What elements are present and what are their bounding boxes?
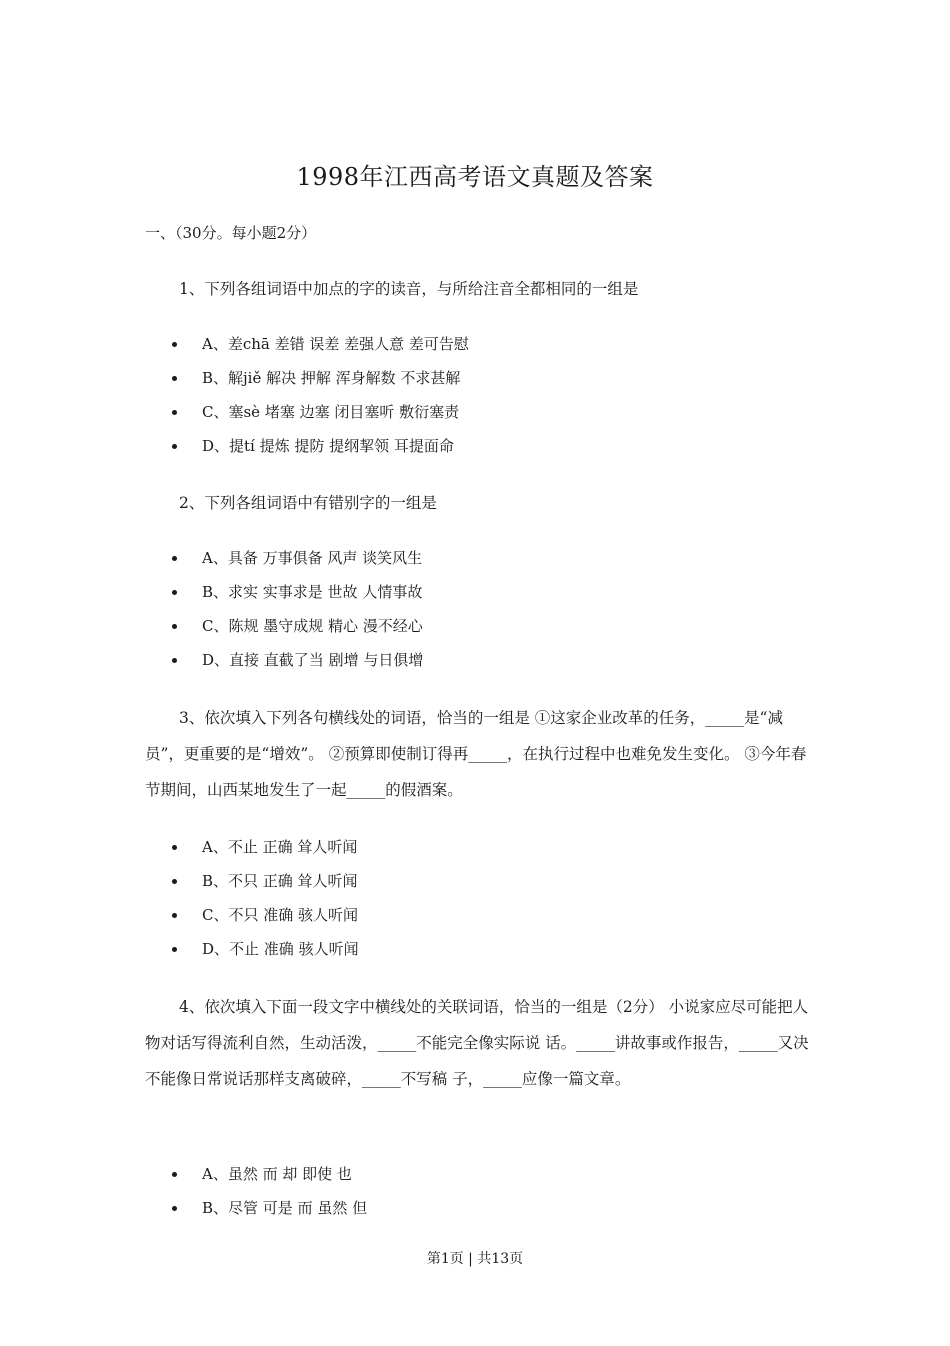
option-text: A、差chā 差错 误差 差强人意 差可告慰 bbox=[202, 335, 469, 353]
option-item bbox=[172, 395, 469, 429]
page-footer: 第1页 | 共13页 bbox=[426, 1251, 524, 1267]
question-4-stem: 4、依次填入下面一段文字中横线处的关联词语，恰当的一组是（2分） 小说家应尽可能把人物对话写得流利自然，生动活泼，_____不能完全像实际说 话。_____讲故事或作报告，_____又决不能像日常说话那样支离破碎，_____不写稿 子，_____应像一篇文章。 bbox=[145, 998, 809, 1088]
question-1-options bbox=[172, 327, 469, 463]
option-item bbox=[172, 898, 359, 932]
bullet-icon bbox=[172, 947, 177, 952]
option-text: C、陈规 墨守成规 精心 漫不经心 bbox=[202, 617, 423, 635]
option-text: D、不止 准确 骇人听闻 bbox=[202, 940, 359, 958]
question-2-options bbox=[172, 541, 423, 677]
option-item bbox=[172, 429, 469, 463]
question-4-options bbox=[172, 1157, 367, 1225]
document-title: 1998年江西高考语文真题及答案 bbox=[296, 163, 654, 191]
option-text: D、提tí 提炼 提防 提纲挈领 耳提面命 bbox=[202, 437, 454, 455]
bullet-icon bbox=[172, 342, 177, 347]
bullet-icon bbox=[172, 1172, 177, 1177]
bullet-icon bbox=[172, 556, 177, 561]
bullet-icon bbox=[172, 444, 177, 449]
option-text: B、解jiě 解决 押解 浑身解数 不求甚解 bbox=[202, 369, 461, 387]
bullet-icon bbox=[172, 410, 177, 415]
option-text: B、求实 实事求是 世故 人情事故 bbox=[202, 583, 423, 601]
option-item bbox=[172, 830, 359, 864]
option-text: B、不只 正确 耸人听闻 bbox=[202, 872, 358, 890]
question-2-stem: 2、下列各组词语中有错别字的一组是 bbox=[179, 494, 437, 512]
question-1-stem: 1、下列各组词语中加点的字的读音，与所给注音全都相同的一组是 bbox=[179, 280, 639, 298]
option-text: C、不只 准确 骇人听闻 bbox=[202, 906, 359, 924]
option-item bbox=[172, 864, 359, 898]
option-text: C、塞sè 堵塞 边塞 闭目塞听 敷衍塞责 bbox=[202, 403, 460, 421]
option-text: D、直接 直截了当 剧增 与日俱增 bbox=[202, 651, 424, 669]
section-heading: 一、（30分。每小题2分） bbox=[145, 224, 317, 242]
option-text: B、尽管 可是 而 虽然 但 bbox=[202, 1199, 368, 1217]
option-item bbox=[172, 932, 359, 966]
option-item bbox=[172, 1191, 367, 1225]
bullet-icon bbox=[172, 845, 177, 850]
option-item bbox=[172, 575, 423, 609]
option-item bbox=[172, 1157, 367, 1191]
option-item bbox=[172, 643, 423, 677]
bullet-icon bbox=[172, 624, 177, 629]
bullet-icon bbox=[172, 590, 177, 595]
option-text: A、虽然 而 却 即使 也 bbox=[202, 1165, 352, 1183]
question-3-options bbox=[172, 830, 359, 966]
question-3-stem: 3、依次填入下列各句横线处的词语，恰当的一组是 ①这家企业改革的任务，_____是“减员”，更重要的是“增效”。 ②预算即使制订得再_____，在执行过程中也难免发生变化。 ③今年春节期间，山西某地发生了一起_____的假酒案。 bbox=[145, 709, 807, 799]
option-item bbox=[172, 541, 423, 575]
option-item bbox=[172, 609, 423, 643]
bullet-icon bbox=[172, 658, 177, 663]
bullet-icon bbox=[172, 376, 177, 381]
bullet-icon bbox=[172, 913, 177, 918]
bullet-icon bbox=[172, 879, 177, 884]
option-text: A、具备 万事俱备 风声 谈笑风生 bbox=[202, 549, 423, 567]
bullet-icon bbox=[172, 1206, 177, 1211]
option-item bbox=[172, 361, 469, 395]
option-item bbox=[172, 327, 469, 361]
option-text: A、不止 正确 耸人听闻 bbox=[202, 838, 358, 856]
